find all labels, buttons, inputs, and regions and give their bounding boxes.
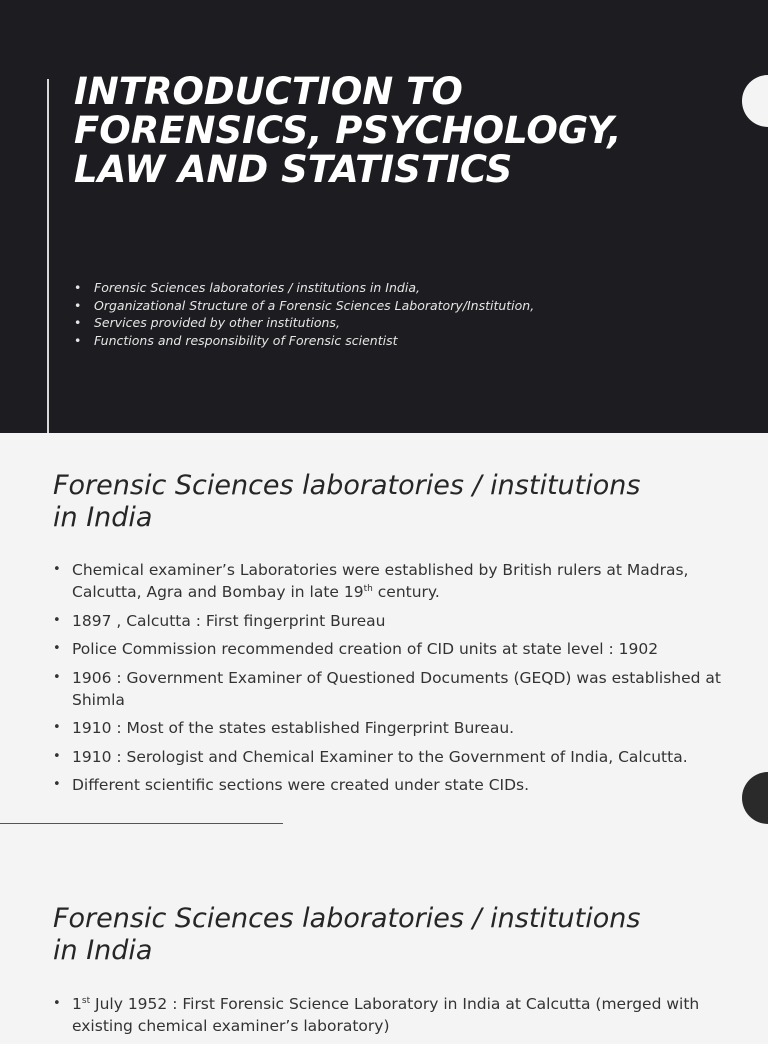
heading-line: in India: [53, 935, 153, 966]
list-item: • Police Commission recommended creation of CID units at state level : 1902: [53, 638, 733, 660]
topic-item: • Forensic Sciences laboratories / institutions in India,: [74, 279, 534, 297]
horizontal-divider: [0, 823, 283, 824]
slide-heading: [53, 470, 733, 534]
list-item: • 1910 : Most of the states established Fingerprint Bureau.: [53, 717, 733, 739]
title-slide: [0, 0, 768, 433]
title-line: FORENSICS, PSYCHOLOGY,: [74, 109, 622, 152]
list-item: • 1906 : Government Examiner of Questioned Documents (GEQD) was established at Shimla: [53, 667, 733, 711]
ordinal-suffix: st: [81, 995, 91, 1006]
list-item: • Chemical examiner’s Laboratories were established by British rulers at Madras, Calcutta, Agra and Bombay in late 19th century.: [53, 559, 733, 603]
heading-line: in India: [53, 502, 153, 533]
list-item: • 1st July 1952 : First Forensic Science Laboratory in India at Calcutta (merged with existing chemical examiner’s laboratory): [53, 993, 733, 1037]
heading-line: Forensic Sciences laboratories / institutions: [53, 470, 641, 501]
vertical-divider: [47, 79, 49, 433]
topic-item: • Functions and responsibility of Forensic scientist: [74, 332, 534, 350]
decorative-circle: [742, 772, 768, 824]
presentation-title: [74, 72, 714, 189]
topic-item: • Organizational Structure of a Forensic Sciences Laboratory/Institution,: [74, 297, 534, 315]
topic-item: • Services provided by other institutions,: [74, 314, 534, 332]
heading-line: Forensic Sciences laboratories / institutions: [53, 903, 641, 934]
history-list: [53, 993, 733, 1044]
slide-heading: [53, 903, 733, 967]
history-list: [53, 559, 733, 803]
list-item: • 1910 : Serologist and Chemical Examiner to the Government of India, Calcutta.: [53, 746, 733, 768]
title-line: INTRODUCTION TO: [74, 70, 463, 113]
ordinal-suffix: th: [363, 583, 373, 594]
list-item: • 1897 , Calcutta : First fingerprint Bureau: [53, 610, 733, 632]
title-line: LAW AND STATISTICS: [74, 148, 513, 191]
topic-list: [74, 279, 534, 349]
list-item: • Different scientific sections were created under state CIDs.: [53, 774, 733, 796]
